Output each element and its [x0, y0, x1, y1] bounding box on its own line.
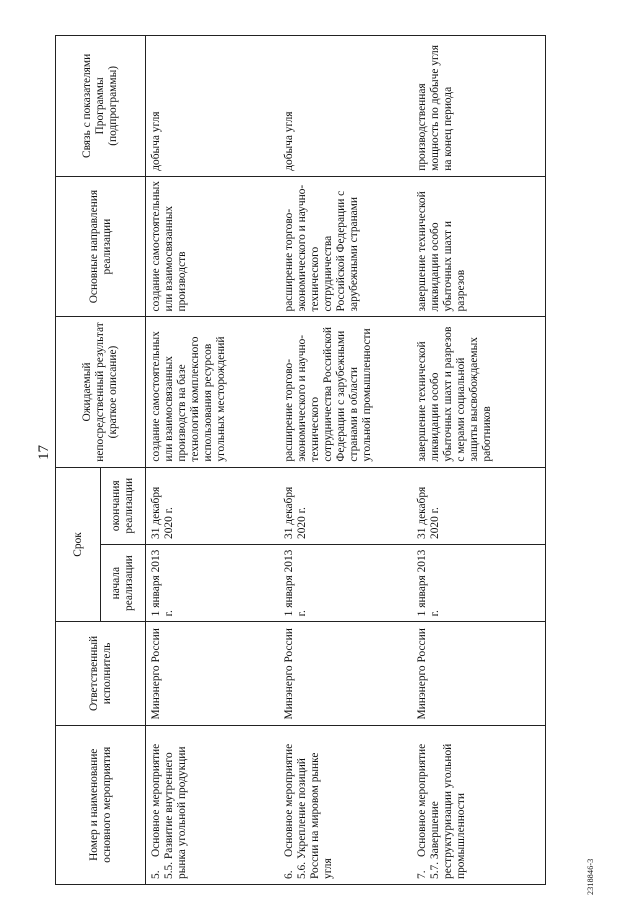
cell-result: создание самостоятельных или взаимосвязанных производств на базе технологий комплексного использования ресурсов угольных месторождений [146, 317, 280, 467]
activity-name: Основное мероприятие 5.6. Укрепление позиций России на мировом рынке угля [283, 743, 334, 879]
table-row [412, 36, 546, 885]
header-start: начала реализации [101, 544, 146, 621]
row-number: 7. [416, 870, 428, 879]
cell-result: завершение технической ликвидации особо убыточных шахт и разрезов с мерами социальной защиты высвобождаемых работников [412, 317, 546, 467]
table-header-row [56, 36, 101, 885]
header-responsible: Ответственный исполнитель [56, 622, 146, 725]
cell-start: 1 января 2013 г. [279, 544, 412, 621]
table-row [279, 36, 412, 885]
table-row [146, 36, 280, 885]
cell-end: 31 декабря 2020 г. [146, 467, 280, 544]
rotated-document-page [36, 20, 598, 895]
row-number: 6. [283, 870, 295, 879]
cell-link: добыча угля [279, 36, 412, 177]
row-number: 5. [150, 870, 162, 879]
cell-end: 31 декабря 2020 г. [412, 467, 546, 544]
cell-responsible: Минэнерго России [412, 622, 546, 725]
cell-number-name [412, 725, 546, 884]
cell-directions: создание самостоятельных или взаимосвязанных производств [146, 176, 280, 317]
header-end: окончания реализации [101, 467, 146, 544]
cell-start: 1 января 2013 г. [412, 544, 546, 621]
cell-link: добыча угля [146, 36, 280, 177]
activity-name: Основное мероприятие 5.7. Завершение реструктуризации угольной промышленности [416, 743, 467, 879]
activity-name: Основное мероприятие 5.5. Развитие внутреннего рынка угольной продукции [150, 743, 188, 879]
header-directions: Основные направления реализации [56, 176, 146, 317]
page-number: 17 [36, 445, 52, 460]
document-code: 2318846-3 [586, 858, 595, 895]
activities-table [55, 35, 546, 885]
cell-number-name [279, 725, 412, 884]
cell-start: 1 января 2013 г. [146, 544, 280, 621]
header-number-name: Номер и наименование основного мероприятия [56, 725, 146, 884]
cell-number-name [146, 725, 280, 884]
cell-result: расширение торгово-экономического и научно-технического сотрудничества Российской Федерации с зарубежными странами в области угольной промышленности [279, 317, 412, 467]
cell-link: производственная мощность по добыче угля на конец периода [412, 36, 546, 177]
cell-responsible: Минэнерго России [279, 622, 412, 725]
cell-directions: завершение технической ликвидации особо убыточных шахт и разрезов [412, 176, 546, 317]
cell-responsible: Минэнерго России [146, 622, 280, 725]
header-term: Срок [56, 467, 101, 622]
cell-end: 31 декабря 2020 г. [279, 467, 412, 544]
header-link: Связь с показателями Программы (подпрограммы) [56, 36, 146, 177]
header-result: Ожидаемый непосредственный результат (краткое описание) [56, 317, 146, 467]
cell-directions: расширение торгово-экономического и научно-технического сотрудничества Российской Федерации с зарубежными странами [279, 176, 412, 317]
